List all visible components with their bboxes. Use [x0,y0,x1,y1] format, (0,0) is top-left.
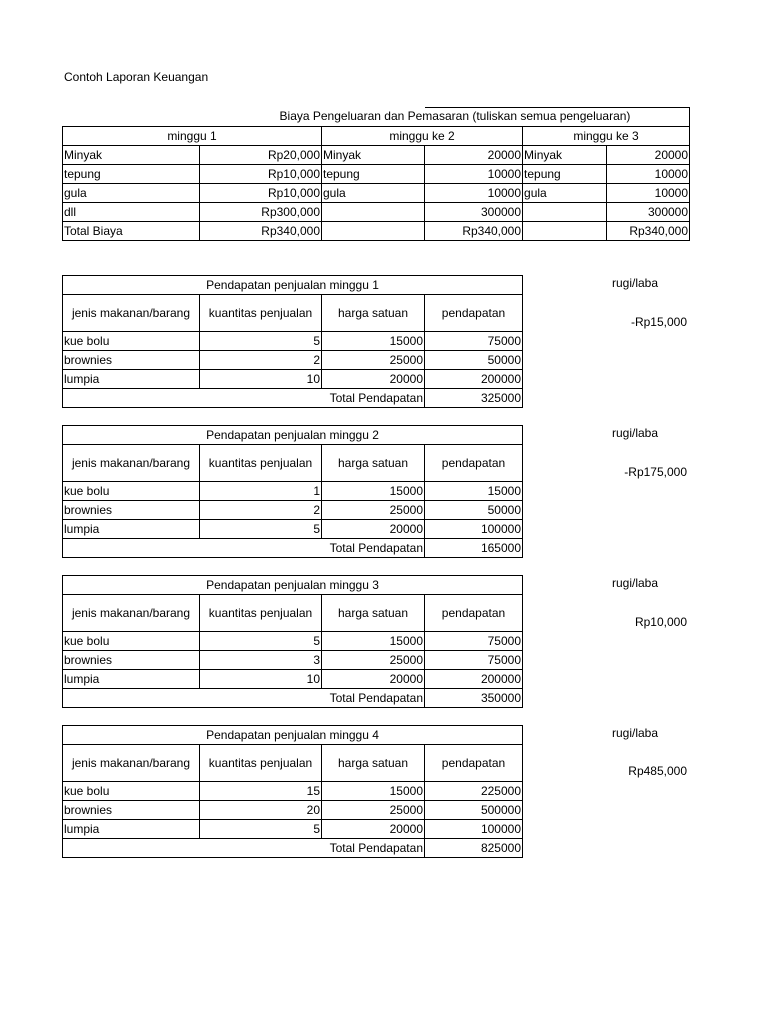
item-price: 15000 [322,632,425,651]
sales-table-week-4 [62,725,523,858]
expense-value: 20000 [425,146,523,165]
item-qty: 10 [200,670,322,689]
expense-total-row [63,222,690,241]
table-row [63,520,523,539]
col-header-revenue: pendapatan [425,595,523,632]
sales-heading: Pendapatan penjualan minggu 3 [63,576,523,595]
total-label: Total Pendapatan [63,389,425,408]
item-name: kue bolu [63,782,200,801]
col-header-price: harga satuan [322,595,425,632]
expense-value: 10000 [607,184,690,203]
total-label: Total Pendapatan [63,539,425,558]
item-name: lumpia [63,820,200,839]
rugi-laba-label: rugi/laba [611,426,658,440]
expense-item: Minyak [63,146,200,165]
item-name: lumpia [63,520,200,539]
expense-item: tepung [322,165,425,184]
item-name: brownies [63,651,200,670]
expense-value: Rp20,000 [200,146,322,165]
total-value: 165000 [425,539,523,558]
expense-row [63,165,690,184]
week-header-2: minggu ke 2 [322,127,523,146]
table-row [63,501,523,520]
expense-value: Rp340,000 [200,222,322,241]
expense-item [523,222,607,241]
expense-item: gula [63,184,200,203]
sales-heading: Pendapatan penjualan minggu 4 [63,726,523,745]
item-name: lumpia [63,370,200,389]
col-header-item: jenis makanan/barang [63,745,200,782]
expense-value: 300000 [425,203,523,222]
sales-table-week-1 [62,275,523,408]
col-header-item: jenis makanan/barang [63,595,200,632]
expense-item: tepung [523,165,607,184]
total-label: Total Pendapatan [63,689,425,708]
table-row [63,482,523,501]
item-qty: 5 [200,820,322,839]
item-name: brownies [63,501,200,520]
table-row [63,670,523,689]
item-price: 25000 [322,351,425,370]
table-row [63,370,523,389]
expense-table [62,107,690,241]
item-revenue: 225000 [425,782,523,801]
expense-item [322,222,425,241]
col-header-price: harga satuan [322,295,425,332]
item-price: 20000 [322,670,425,689]
item-qty: 2 [200,501,322,520]
sales-table-week-2 [62,425,523,558]
item-revenue: 75000 [425,332,523,351]
item-revenue: 200000 [425,370,523,389]
expense-heading-row [63,108,690,127]
table-row [63,651,523,670]
item-revenue: 50000 [425,501,523,520]
table-row [63,801,523,820]
expense-item: gula [322,184,425,203]
item-qty: 5 [200,632,322,651]
col-header-qty: kuantitas penjualan [200,445,322,482]
week-header-1: minggu 1 [63,127,322,146]
rugi-laba-value: Rp10,000 [634,615,687,629]
item-revenue: 500000 [425,801,523,820]
col-header-revenue: pendapatan [425,445,523,482]
expense-item: gula [523,184,607,203]
expense-value: Rp10,000 [200,165,322,184]
expense-value: 10000 [425,165,523,184]
col-header-price: harga satuan [322,445,425,482]
table-row [63,782,523,801]
expense-heading: Biaya Pengeluaran dan Pemasaran (tuliskan semua pengeluaran) [279,109,631,123]
expense-item: tepung [63,165,200,184]
item-qty: 1 [200,482,322,501]
item-name: kue bolu [63,482,200,501]
table-row [63,820,523,839]
item-qty: 15 [200,782,322,801]
expense-row [63,146,690,165]
item-name: brownies [63,801,200,820]
item-qty: 2 [200,351,322,370]
expense-item [322,203,425,222]
expense-item: Minyak [322,146,425,165]
expense-item: dll [63,203,200,222]
col-header-qty: kuantitas penjualan [200,595,322,632]
item-revenue: 100000 [425,520,523,539]
item-name: brownies [63,351,200,370]
item-revenue: 75000 [425,651,523,670]
rugi-laba-label: rugi/laba [611,576,658,590]
total-label: Total Pendapatan [63,839,425,858]
expense-week-header-row [63,127,690,146]
expense-value: Rp10,000 [200,184,322,203]
week-header-3: minggu ke 3 [523,127,690,146]
col-header-item: jenis makanan/barang [63,295,200,332]
item-qty: 3 [200,651,322,670]
rugi-laba-value: -Rp15,000 [630,315,687,329]
expense-item [523,203,607,222]
item-revenue: 50000 [425,351,523,370]
col-header-qty: kuantitas penjualan [200,295,322,332]
item-price: 15000 [322,332,425,351]
expense-value: Rp340,000 [425,222,523,241]
col-header-item: jenis makanan/barang [63,445,200,482]
rugi-laba-value: Rp485,000 [628,764,687,778]
item-price: 25000 [322,501,425,520]
col-header-qty: kuantitas penjualan [200,745,322,782]
item-revenue: 75000 [425,632,523,651]
item-revenue: 15000 [425,482,523,501]
item-price: 20000 [322,820,425,839]
item-qty: 5 [200,332,322,351]
expense-value: 20000 [607,146,690,165]
item-price: 15000 [322,782,425,801]
item-name: kue bolu [63,332,200,351]
rugi-laba-label: rugi/laba [611,726,658,740]
expense-row [63,203,690,222]
total-value: 325000 [425,389,523,408]
expense-value: 10000 [607,165,690,184]
item-qty: 10 [200,370,322,389]
expense-value: Rp340,000 [607,222,690,241]
table-row [63,351,523,370]
expense-item: Minyak [523,146,607,165]
item-qty: 20 [200,801,322,820]
item-qty: 5 [200,520,322,539]
item-name: lumpia [63,670,200,689]
item-revenue: 100000 [425,820,523,839]
sales-heading: Pendapatan penjualan minggu 1 [63,276,523,295]
table-row [63,632,523,651]
item-price: 15000 [322,482,425,501]
page-title: Contoh Laporan Keuangan [64,70,209,84]
expense-value: 300000 [607,203,690,222]
sales-table-week-3 [62,575,523,708]
expense-value: 10000 [425,184,523,203]
total-value: 825000 [425,839,523,858]
item-price: 25000 [322,651,425,670]
col-header-revenue: pendapatan [425,745,523,782]
item-price: 20000 [322,370,425,389]
item-revenue: 200000 [425,670,523,689]
total-value: 350000 [425,689,523,708]
item-price: 20000 [322,520,425,539]
expense-row [63,184,690,203]
table-row [63,332,523,351]
expense-item: Total Biaya [63,222,200,241]
rugi-laba-value: -Rp175,000 [624,465,687,479]
expense-value: Rp300,000 [200,203,322,222]
sales-heading: Pendapatan penjualan minggu 2 [63,426,523,445]
item-price: 25000 [322,801,425,820]
col-header-price: harga satuan [322,745,425,782]
rugi-laba-label: rugi/laba [611,276,658,290]
item-name: kue bolu [63,632,200,651]
col-header-revenue: pendapatan [425,295,523,332]
